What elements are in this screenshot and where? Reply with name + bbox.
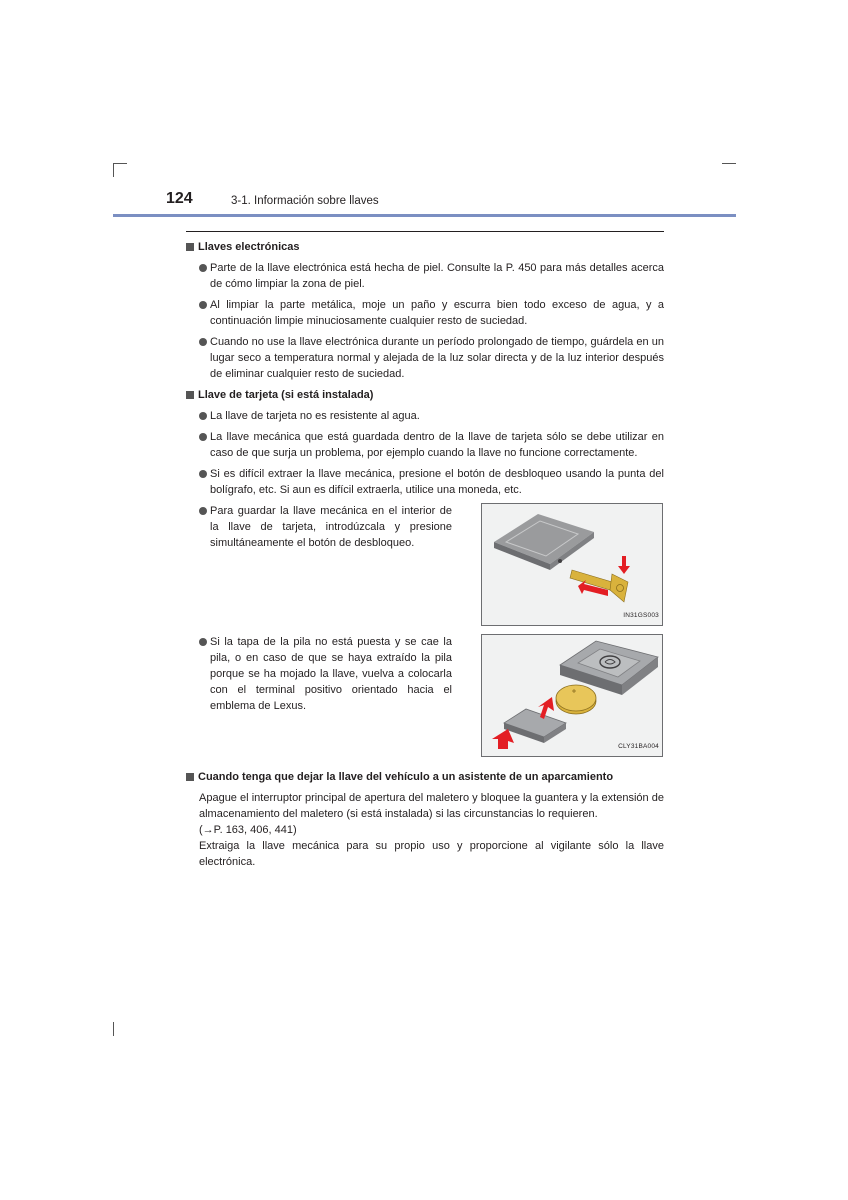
list-item: Parte de la llave electrónica está hecha de piel. Consulte la P. 450 para más detalles acerca de cómo limpiar la zona de piel. [199, 260, 664, 292]
running-section-title: 3-1. Información sobre llaves [231, 195, 379, 207]
bullet-dot-icon [199, 264, 207, 272]
bullet-dot-icon [199, 470, 207, 478]
list-item: Si es difícil extraer la llave mecánica, presione el botón de desbloqueo usando la punta del bolígrafo, etc. Si aun es difícil extraerla, utilice una moneda, etc. [199, 466, 664, 498]
list-item: Al limpiar la parte metálica, moje un paño y escurra bien todo exceso de agua, y a continuación limpie minuciosamente cualquier resto de suciedad. [199, 297, 664, 329]
paragraph: Apague el interruptor principal de apertura del maletero y bloquee la guantera y la extensión de almacenamiento del maletero (si está instalada) si las circunstancias lo requieren. [199, 792, 664, 820]
card-key-insert-figure [481, 503, 663, 626]
figure-code: IN31GS003 [623, 612, 659, 619]
crop-mark-top-left-h [113, 163, 127, 164]
bullet-dot-icon [199, 301, 207, 309]
list-item: Cuando no use la llave electrónica durante un período prolongado de tiempo, guárdela en un lugar seco a temperatura normal y alejada de la luz solar directa y de la luz interior después de eliminar cualquier resto de suciedad. [199, 334, 664, 382]
list-item: La llave de tarjeta no es resistente al agua. [199, 408, 664, 424]
figure-row [186, 634, 664, 757]
bullet-dot-icon [199, 507, 207, 515]
list-item: Para guardar la llave mecánica en el interior de la llave de tarjeta, introdúzcala y presione simultáneamente el botón de desbloqueo. [199, 503, 452, 626]
list-item: Si la tapa de la pila no está puesta y se cae la pila, o en caso de que se haya extraído la pila porque se ha mojado la llave, vuelva a colocarla con el terminal positivo orientado hacia el emblema de Lexus. [199, 634, 452, 757]
square-marker-icon [186, 243, 194, 251]
content-top-rule [186, 231, 664, 232]
figure-row [186, 503, 664, 626]
square-marker-icon [186, 391, 194, 399]
page-number: 124 [166, 190, 193, 207]
section-heading: Llave de tarjeta (si está instalada) [186, 387, 664, 403]
crop-mark-top-right-h [722, 163, 736, 164]
bullet-dot-icon [199, 412, 207, 420]
page-content [186, 239, 664, 870]
section-heading: Cuando tenga que dejar la llave del vehículo a un asistente de un aparcamiento [186, 769, 664, 785]
battery-replacement-figure [481, 634, 663, 757]
battery-illustration [482, 635, 662, 756]
paragraph-reference: (→P. 163, 406, 441) [199, 824, 297, 836]
crop-mark-bottom-left-v [113, 1022, 114, 1036]
header-rule [113, 214, 736, 217]
list-item: La llave mecánica que está guardada dentro de la llave de tarjeta sólo se debe utilizar en caso de que surja un problema, por ejemplo cuando la llave no funcione correctamente. [199, 429, 664, 461]
crop-mark-top-left-v [113, 163, 114, 177]
bullet-dot-icon [199, 638, 207, 646]
bullet-dot-icon [199, 338, 207, 346]
card-key-illustration [482, 504, 662, 625]
section-heading: Llaves electrónicas [186, 239, 664, 255]
bullet-dot-icon [199, 433, 207, 441]
paragraph: Extraiga la llave mecánica para su propio uso y proporcione al vigilante sólo la llave electrónica. [199, 840, 664, 868]
square-marker-icon [186, 773, 194, 781]
figure-code: CLY31BA004 [618, 743, 659, 750]
